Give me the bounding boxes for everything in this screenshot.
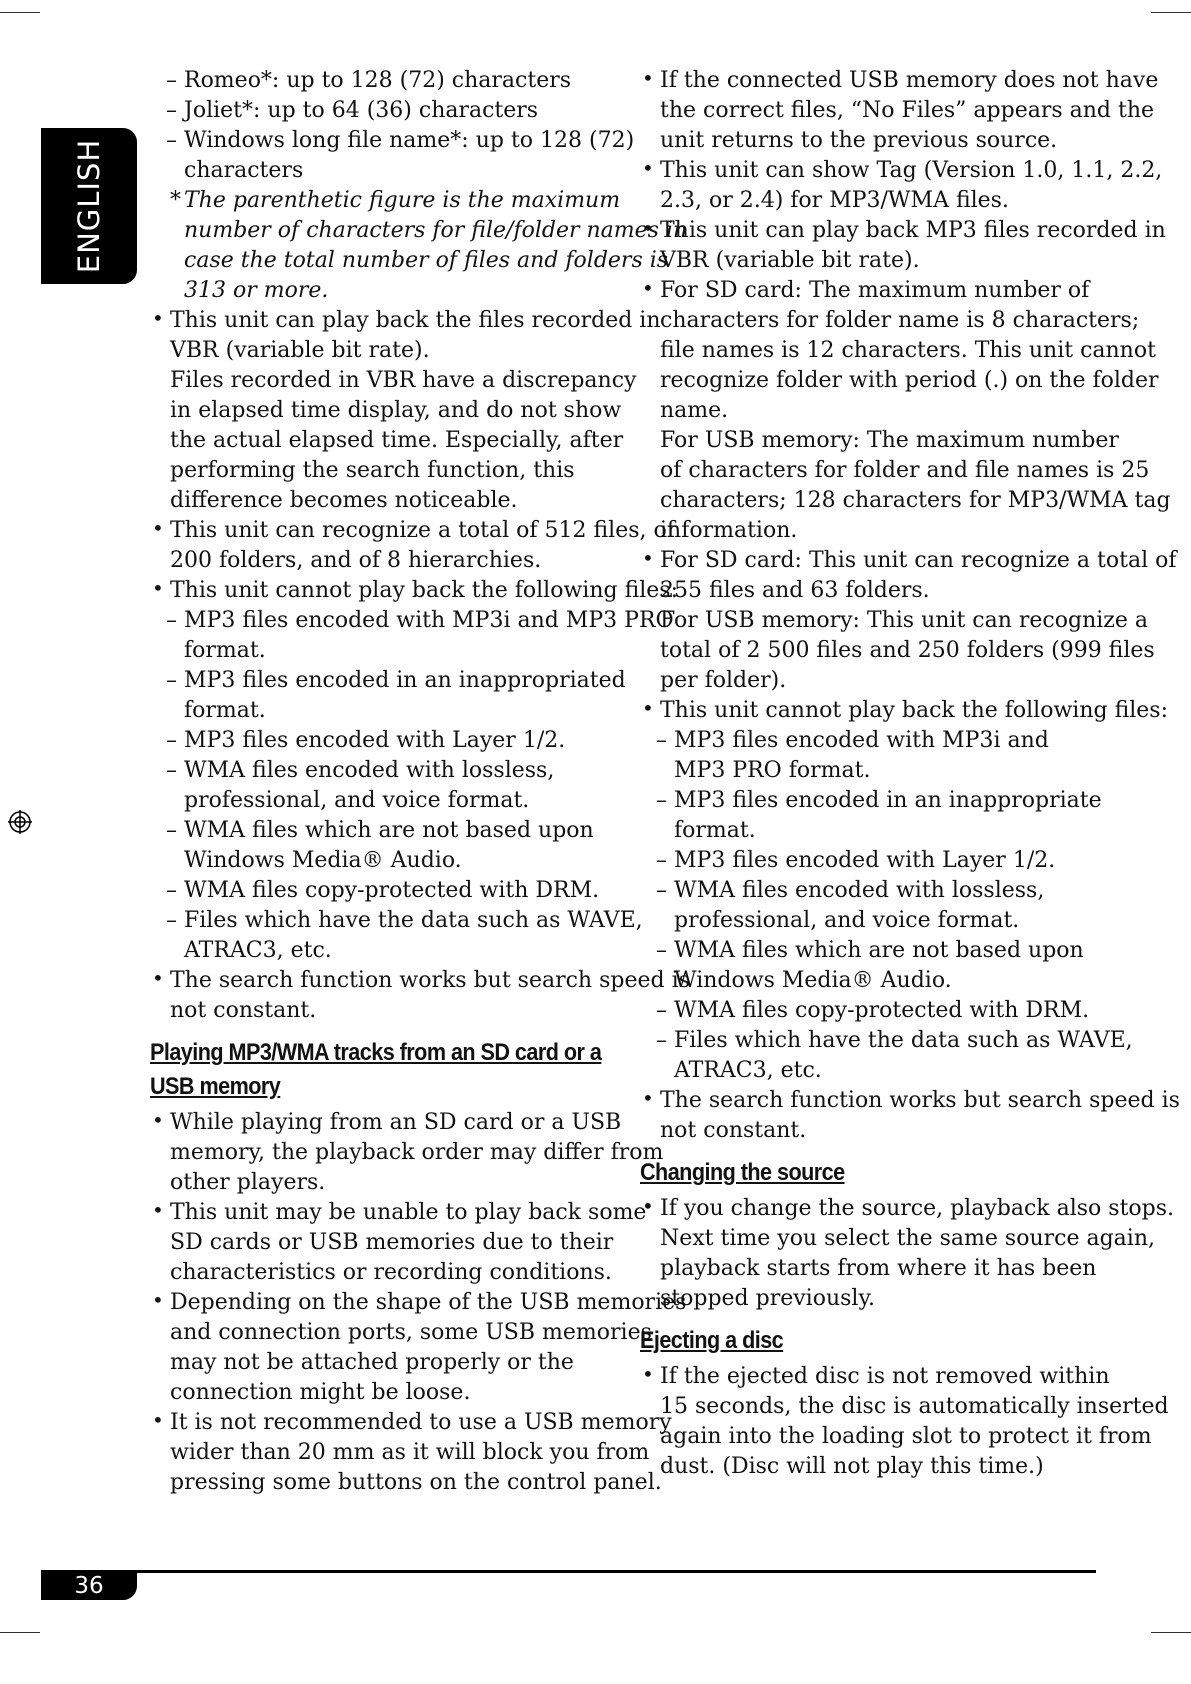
text-line: 200 folders, and of 8 hierarchies. [170, 548, 542, 573]
bullet-item [150, 306, 661, 516]
text-line: the correct files, “No Files” appears and the [660, 98, 1155, 123]
text-line: Files which have the data such as WAVE, [184, 908, 643, 933]
text-line: • If the ejected disc is not removed within [660, 1364, 1110, 1389]
text-line: professional, and voice format. [674, 908, 1020, 933]
dash-item [150, 66, 610, 96]
text-line: • This unit can play back MP3 files recorded in [660, 218, 1166, 243]
text-line: pressing some buttons on the control panel. [170, 1470, 662, 1495]
language-tab [41, 128, 137, 284]
bullet-item [150, 1408, 672, 1498]
text-line: Windows Media® Audio. [674, 968, 952, 993]
text-line: SD cards or USB memories due to their [170, 1230, 614, 1255]
text-line: • If you change the source, playback also stops. [660, 1196, 1175, 1221]
text-line: 255 files and 63 folders. [660, 578, 930, 603]
text-line: name. [660, 398, 729, 423]
dash-item [640, 936, 1100, 996]
dash-marker: – [166, 758, 177, 783]
dash-marker: – [166, 608, 177, 633]
text-line: WMA files which are not based upon [674, 938, 1084, 963]
text-line: per folder). [660, 668, 787, 693]
dash-marker: – [656, 728, 667, 753]
text-line: • For SD card: This unit can recognize a total of [660, 548, 1177, 573]
dash-item [640, 786, 1100, 846]
text-line: format. [184, 698, 266, 723]
page-number: 36 [41, 1572, 137, 1600]
heading-line: Playing MP3/WMA tracks from an SD card or a [150, 1039, 602, 1066]
dash-marker: – [166, 98, 177, 123]
text-line: VBR (variable bit rate). [660, 248, 920, 273]
text-line: format. [184, 638, 266, 663]
heading-line: Changing the source [640, 1159, 845, 1186]
dash-item [640, 846, 1100, 876]
text-line: 15 seconds, the disc is automatically inserted [660, 1394, 1169, 1419]
dash-marker: – [166, 908, 177, 933]
text-line: again into the loading slot to protect it from [660, 1424, 1152, 1449]
dash-marker: – [166, 818, 177, 843]
dash-item [150, 666, 626, 726]
text-line: Joliet*: up to 64 (36) characters [184, 98, 539, 123]
dash-marker: – [656, 1028, 667, 1053]
bullet-item [150, 516, 675, 576]
text-line: characteristics or recording conditions. [170, 1260, 612, 1285]
section-heading [150, 1036, 602, 1104]
text-line: • This unit cannot play back the following files: [170, 578, 678, 603]
language-tab-label: ENGLISH [72, 138, 106, 274]
crop-mark [1151, 1632, 1191, 1633]
text-line: other players. [170, 1170, 326, 1195]
text-line: case the total number of files and folders is [184, 248, 669, 273]
text-line: VBR (variable bit rate). [170, 338, 430, 363]
dash-marker: – [656, 938, 667, 963]
text-line: Files which have the data such as WAVE, [674, 1028, 1133, 1053]
bullet-item [640, 696, 1168, 726]
dash-item [640, 726, 1100, 786]
dash-item [640, 996, 1100, 1026]
text-line: • Depending on the shape of the USB memories [170, 1290, 687, 1315]
text-line: For USB memory: This unit can recognize a [660, 608, 1149, 633]
text-line: of characters for folder and file names is 25 [660, 458, 1150, 483]
text-line: • This unit can play back the files recorded in [170, 308, 661, 333]
text-line: For USB memory: The maximum number [660, 428, 1119, 453]
text-line: number of characters for file/folder names in [184, 218, 688, 243]
bullet-item [150, 1288, 687, 1408]
text-line: MP3 files encoded with Layer 1/2. [184, 728, 566, 753]
dash-item [150, 876, 610, 906]
text-line: MP3 files encoded in an inappropriate [674, 788, 1102, 813]
text-line: characters [184, 158, 304, 183]
text-line: dust. (Disc will not play this time.) [660, 1454, 1044, 1479]
dash-item [150, 726, 610, 756]
dash-marker: – [166, 668, 177, 693]
section-heading [640, 1156, 1054, 1190]
text-line: WMA files copy-protected with DRM. [184, 878, 600, 903]
bullet-item [640, 1194, 1175, 1314]
dash-item [150, 906, 643, 966]
dash-item [150, 96, 610, 126]
text-line: MP3 files encoded in an inappropriated [184, 668, 626, 693]
dash-marker: – [166, 878, 177, 903]
dash-marker: – [656, 998, 667, 1023]
dash-marker: – [166, 728, 177, 753]
text-line: Romeo*: up to 128 (72) characters [184, 68, 572, 93]
text-line: Files recorded in VBR have a discrepancy [170, 368, 637, 393]
dash-item [150, 816, 610, 876]
bullet-item [640, 216, 1166, 276]
dash-item [150, 126, 635, 186]
text-line: professional, and voice format. [184, 788, 530, 813]
text-line: may not be attached properly or the [170, 1350, 574, 1375]
text-line: • The search function works but search speed is [660, 1088, 1180, 1113]
text-line: MP3 files encoded with MP3i and MP3 PRO [184, 608, 674, 633]
text-line: performing the search function, this [170, 458, 575, 483]
text-line: information. [660, 518, 798, 543]
text-line: format. [674, 818, 756, 843]
text-line: ATRAC3, etc. [184, 938, 332, 963]
text-line: MP3 files encoded with MP3i and [674, 728, 1049, 753]
bullet-item [640, 276, 1171, 546]
text-line: the actual elapsed time. Especially, after [170, 428, 624, 453]
crop-mark [1151, 12, 1191, 13]
text-line: • It is not recommended to use a USB memory [170, 1410, 672, 1435]
footnote [150, 186, 688, 306]
text-line: total of 2 500 files and 250 folders (999 files [660, 638, 1155, 663]
text-line: recognize folder with period (.) on the folder [660, 368, 1159, 393]
bullet-item [640, 156, 1163, 216]
text-line: Windows long file name*: up to 128 (72) [184, 128, 635, 153]
text-line: not constant. [170, 998, 317, 1023]
text-line: playback starts from where it has been [660, 1256, 1097, 1281]
text-line: • This unit may be unable to play back some [170, 1200, 647, 1225]
text-line: stopped previously. [660, 1286, 875, 1311]
text-line: 2.3, or 2.4) for MP3/WMA files. [660, 188, 1009, 213]
text-line: WMA files copy-protected with DRM. [674, 998, 1090, 1023]
dash-marker: – [656, 878, 667, 903]
text-line: Windows Media® Audio. [184, 848, 462, 873]
text-line: memory, the playback order may differ from [170, 1140, 664, 1165]
text-line: • This unit can show Tag (Version 1.0, 1.1, 2.2, [660, 158, 1163, 183]
heading-line: Ejecting a disc [640, 1327, 784, 1354]
dash-marker: – [166, 128, 177, 153]
bullet-item [150, 966, 690, 1026]
crop-mark [0, 1632, 40, 1633]
bullet-item [150, 576, 678, 606]
bullet-item [150, 1198, 647, 1288]
text-line: WMA files encoded with lossless, [184, 758, 555, 783]
text-line: connection might be loose. [170, 1380, 471, 1405]
text-line: difference becomes noticeable. [170, 488, 518, 513]
heading-line: USB memory [150, 1073, 281, 1100]
text-line: Next time you select the same source again, [660, 1226, 1155, 1251]
text-line: • If the connected USB memory does not have [660, 68, 1159, 93]
right-column [640, 66, 1180, 1482]
registration-mark-icon [8, 810, 32, 834]
dash-item [640, 876, 1100, 936]
text-line: and connection ports, some USB memories [170, 1320, 652, 1345]
text-line: wider than 20 mm as it will block you from [170, 1440, 650, 1465]
dash-marker: – [656, 788, 667, 813]
bullet-item [150, 1108, 664, 1198]
text-line: • While playing from an SD card or a USB [170, 1110, 622, 1135]
text-line: characters; 128 characters for MP3/WMA tag [660, 488, 1171, 513]
bottom-rule [41, 1570, 1096, 1573]
text-line: not constant. [660, 1118, 807, 1143]
dash-item [640, 1026, 1133, 1086]
text-line: unit returns to the previous source. [660, 128, 1058, 153]
bullet-item [640, 66, 1159, 156]
text-line: characters for folder name is 8 characters; [660, 308, 1140, 333]
text-line: • For SD card: The maximum number of [660, 278, 1090, 303]
bullet-item [640, 1362, 1169, 1482]
text-line: file names is 12 characters. This unit cannot [660, 338, 1156, 363]
text-line: MP3 PRO format. [674, 758, 871, 783]
asterisk-marker: * [170, 188, 181, 213]
section-heading [640, 1324, 1054, 1358]
dash-item [150, 756, 610, 816]
text-line: • This unit can recognize a total of 512 files, of [170, 518, 675, 543]
dash-item [150, 606, 674, 666]
dash-marker: – [656, 848, 667, 873]
dash-marker: – [166, 68, 177, 93]
left-column [150, 66, 690, 1498]
text-line: The parenthetic figure is the maximum [184, 188, 621, 213]
bullet-item [640, 1086, 1180, 1146]
text-line: • This unit cannot play back the following files: [660, 698, 1168, 723]
text-line: • The search function works but search speed is [170, 968, 690, 993]
text-line: in elapsed time display, and do not show [170, 398, 622, 423]
text-line: WMA files encoded with lossless, [674, 878, 1045, 903]
text-line: 313 or more. [184, 278, 329, 303]
text-line: ATRAC3, etc. [674, 1058, 822, 1083]
text-line: MP3 files encoded with Layer 1/2. [674, 848, 1056, 873]
bullet-item [640, 546, 1177, 696]
crop-mark [0, 12, 40, 13]
text-line: WMA files which are not based upon [184, 818, 594, 843]
